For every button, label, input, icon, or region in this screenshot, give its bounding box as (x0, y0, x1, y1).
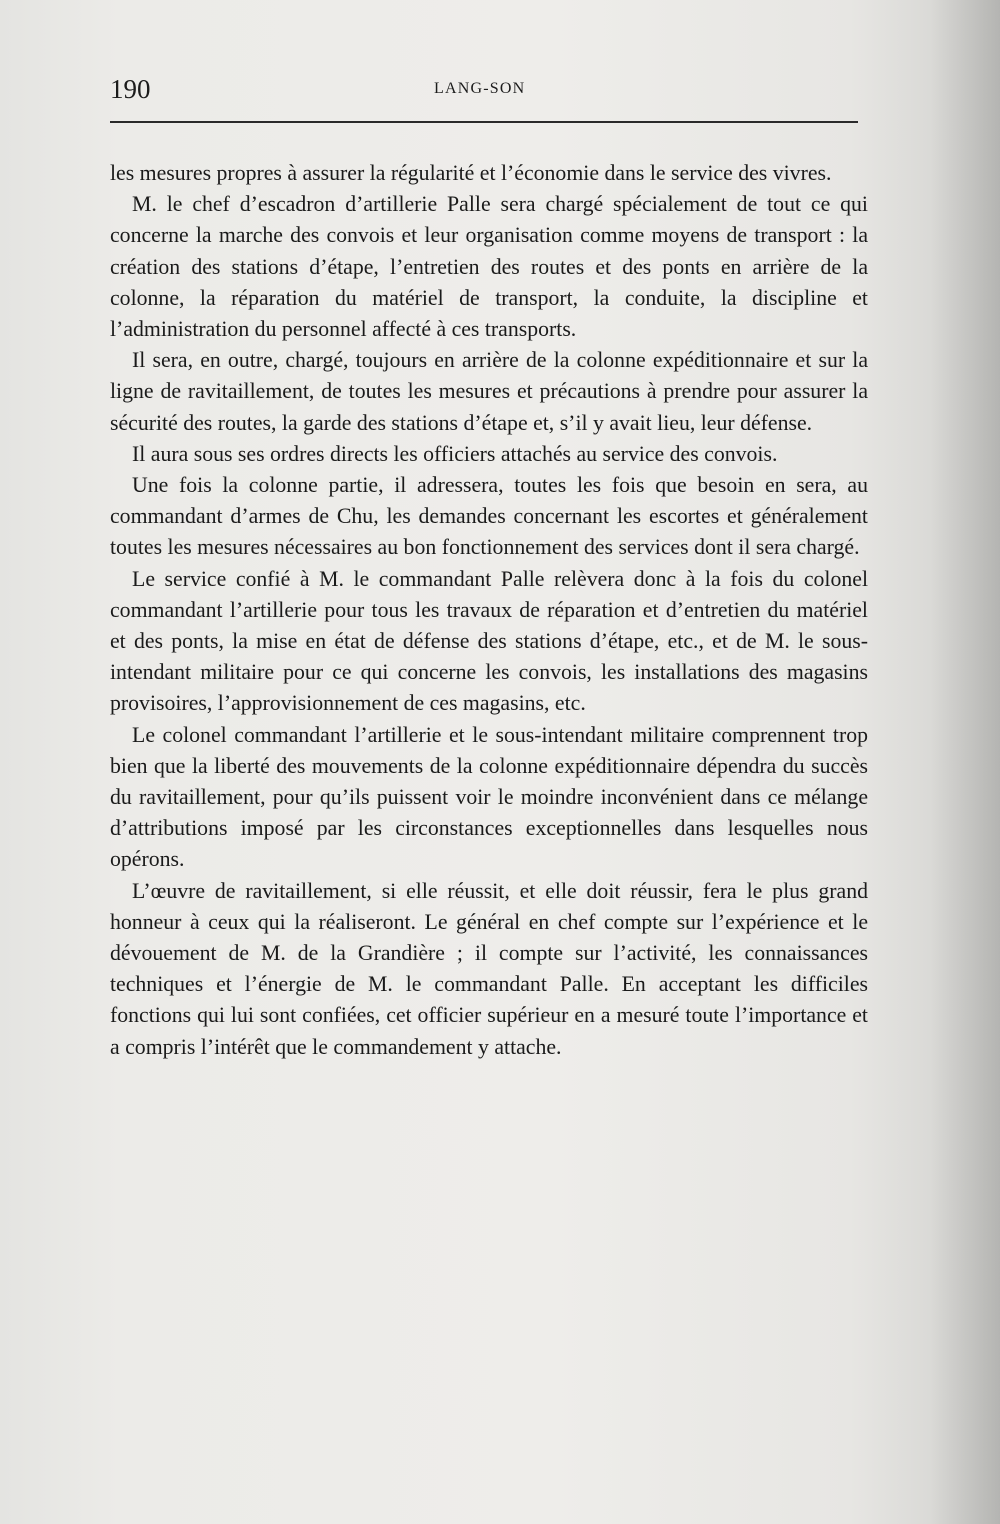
page-header (110, 74, 860, 104)
page-number: 190 (110, 74, 151, 104)
paragraph: les mesures propres à assurer la régularité et l’économie dans le service des vivres. (110, 161, 832, 185)
paragraph: Une fois la colonne partie, il adressera, toutes les fois que besoin en sera, au commandant d’armes de Chu, les demandes concernant les escortes et généralement toutes les mesures nécessaires au bon fonctionnement des services dont il sera chargé. (110, 473, 868, 560)
paragraph: Le service confié à M. le commandant Palle relèvera donc à la fois du colonel commandant l’artillerie pour tous les travaux de réparation et d’entretien du matériel et des ponts, la mise en état de défense des stations d’étape, etc., et de M. le sous-intendant militaire pour ce qui concerne les convois, les installations des magasins provisoires, l’approvisionnement de ces magasins, etc. (110, 566, 868, 716)
page-edge-shadow (930, 0, 1000, 1524)
paragraph: L’œuvre de ravitaillement, si elle réussit, et elle doit réussir, fera le plus grand honneur à ceux qui la réaliseront. Le général en chef compte sur l’expérience et le dévouement de M. de la Grandière ; il compte sur l’activité, les connaissances techniques et l’énergie de M. le commandant Palle. En acceptant les difficiles fonctions qui lui sont confiées, cet officier supérieur en a mesuré toute l’importance et a compris l’intérêt que le commandement y attache. (110, 878, 868, 1059)
running-title: LANG-SON (434, 80, 526, 97)
paragraph: Il sera, en outre, chargé, toujours en arrière de la colonne expéditionnaire et sur la ligne de ravitaillement, de toutes les mesures et précautions à prendre pour assurer la sécurité des routes, la garde des stations d’étape et, s’il y avait lieu, leur défense. (110, 348, 868, 435)
header-rule (110, 121, 858, 123)
body-text (110, 158, 868, 1063)
paragraph: M. le chef d’escadron d’artillerie Palle sera chargé spécialement de tout ce qui concerne la marche des convois et leur organisation comme moyens de transport : la création des stations d’étape, l’entretien des routes et des ponts en arrière de la colonne, la réparation du matériel de transport, la conduite, la discipline et l’administration du personnel affecté à ces transports. (110, 192, 868, 342)
paragraph: Le colonel commandant l’artillerie et le sous-intendant militaire comprennent trop bien que la liberté des mouvements de la colonne expéditionnaire dépendra du succès du ravitaillement, pour qu’ils puissent voir le moindre inconvénient dans ce mélange d’attributions imposé par les circonstances exceptionnelles dans lesquelles nous opérons. (110, 722, 868, 872)
paragraph: Il aura sous ses ordres directs les officiers attachés au service des convois. (132, 441, 778, 466)
